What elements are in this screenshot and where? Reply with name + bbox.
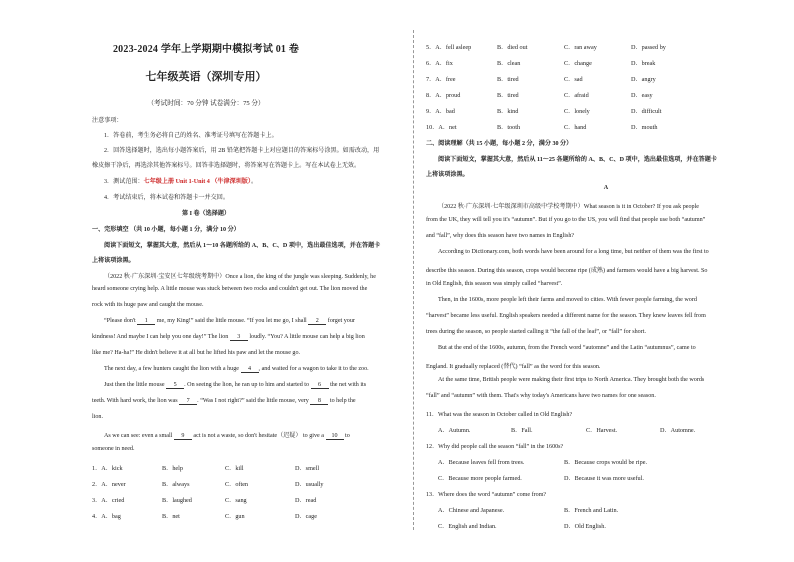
volume-heading: 第 I 卷（选择题）: [181, 211, 231, 217]
option-3b[interactable]: B．laughed: [162, 497, 192, 504]
blank-3[interactable]: 3: [230, 334, 248, 341]
option-5c[interactable]: C．ran away: [564, 44, 597, 51]
option-6a[interactable]: 6．A．fix: [426, 60, 453, 67]
q12-option-d[interactable]: D．Because it was more useful.: [564, 475, 644, 482]
q12-option-a[interactable]: A．Because leaves fell from trees.: [438, 459, 525, 466]
option-3d[interactable]: D．read: [295, 497, 317, 504]
cloze-line-10: lion.: [92, 414, 104, 420]
option-9b[interactable]: B．kind: [497, 108, 519, 115]
option-2a[interactable]: 2．A．never: [92, 481, 126, 488]
reading-line-1: （2022 秋·广东深圳·七年级深圳市高级中学校考期中）What season is it in October? If you ask people: [438, 204, 699, 210]
option-2c[interactable]: C．often: [225, 481, 249, 488]
option-10c[interactable]: C．hand: [564, 124, 587, 131]
blank-8[interactable]: 8: [310, 398, 328, 405]
blank-2[interactable]: 2: [308, 318, 326, 325]
section1-instruction-a: 阅读下面短文，掌握其大意，然后从 1～10 各题所给的 A、B、C、D 项中，选出最佳选项，并在答题卡: [104, 243, 381, 249]
reading-line-10: But at the end of the 1600s, autumn, from the French word “automne” and the Latin “autumnus”, came to: [438, 345, 696, 351]
note-3-prefix: 3．测试范围：: [104, 179, 144, 185]
blank-7[interactable]: 7: [179, 398, 197, 405]
option-4a[interactable]: 4．A．bag: [92, 513, 121, 520]
passage-label: A: [603, 185, 609, 191]
option-7c[interactable]: C．sad: [564, 76, 583, 83]
option-4c[interactable]: C．gun: [225, 513, 245, 520]
note-1: 1．答卷前，考生务必将自己的姓名、准考证号填写在答题卡上。: [104, 133, 278, 139]
cloze-line-4: [104, 318, 355, 325]
q11-option-a[interactable]: A．Autumn.: [438, 427, 471, 434]
exam-meta: （考试时间：70 分钟 试卷满分：75 分）: [147, 100, 265, 107]
reading-line-7: Then, in the 1600s, more people left their farms and moved to cities. With fewer people farming, the word: [438, 297, 697, 303]
reading-line-13: “fall” and “autumn” with them. That's why today's Americans have two names for one season.: [426, 393, 656, 399]
note-3-range: 七年级上册 Unit 1-Unit 4 （牛津深圳版）: [143, 179, 251, 185]
option-6d[interactable]: D．break: [631, 60, 656, 67]
text: Just then the little mouse: [104, 382, 167, 388]
note-3-suffix: 。: [250, 179, 258, 185]
option-3a[interactable]: 3．A．cried: [92, 497, 125, 504]
option-9c[interactable]: C．lonely: [564, 108, 590, 115]
reading-line-6: in Old English, this season was simply called “harvest”.: [426, 281, 563, 287]
note-4: 4．考试结束后，将本试卷和答题卡一并交回。: [104, 195, 229, 201]
text: teeth. With hard work, the lion was: [92, 398, 180, 404]
note-2b: 橡皮擦干净后，再选涂其他答案标号。回答非选择题时，将答案写在答题卡上。写在本试卷上无效。: [92, 163, 361, 169]
option-7d[interactable]: D．angry: [631, 76, 656, 83]
option-1d[interactable]: D．smell: [295, 465, 320, 472]
option-1a[interactable]: 1．A．kick: [92, 465, 123, 472]
text: kindness! And maybe I can help you one day!” The lion: [92, 334, 230, 340]
exam-title: 2023-2024 学年上学期期中模拟考试 01 卷: [112, 44, 300, 55]
cloze-line-12: someone in need.: [92, 446, 135, 452]
reading-line-4: According to Dictionary.com, both words have been around for a long time, but neither of them was the first to: [438, 249, 709, 255]
text: As we can see: even a small: [104, 433, 174, 439]
blank-9[interactable]: 9: [174, 433, 192, 440]
blank-5[interactable]: 5: [166, 382, 184, 389]
reading-line-9: trees during the season, so people started calling it “the fall of the leaf”, or “fall” for short.: [426, 329, 646, 335]
text: me, my King!” said the little mouse. “If you let me go, I shall: [155, 318, 309, 324]
q11-option-b[interactable]: B．Fall.: [511, 427, 533, 434]
option-10b[interactable]: B．tooth: [497, 124, 521, 131]
q13-option-b[interactable]: B．French and Latin.: [564, 507, 619, 514]
cloze-line-8: [104, 382, 366, 389]
option-2d[interactable]: D．usually: [295, 481, 324, 488]
cloze-line-11: [104, 430, 350, 440]
exam-subtitle: 七年级英语（深圳专用）: [145, 71, 267, 83]
cloze-line-2: heard someone crying help. A little mouse was stuck between two rocks and couldn't get out. The lion moved the: [92, 286, 368, 292]
option-9a[interactable]: 9．A．bad: [426, 108, 455, 115]
section1-instruction-b: 上将该项涂黑。: [92, 258, 135, 264]
cloze-line-5: [92, 334, 365, 341]
text: . On seeing the lion, he ran up to him and started to: [184, 382, 311, 388]
reading-line-8: “harvest” became less useful. English speakers needed a different name for the season. They knew leaves fell from: [426, 313, 706, 319]
blank-6[interactable]: 6: [311, 382, 329, 389]
option-3c[interactable]: C．sang: [225, 497, 247, 504]
option-10d[interactable]: D．mouth: [631, 124, 658, 131]
reading-line-3: and “fall”, why does this season have two names in English?: [426, 233, 575, 239]
option-10a[interactable]: 10．A．net: [426, 124, 457, 131]
option-7a[interactable]: 7．A．free: [426, 76, 456, 83]
question-12: 12．Why did people call the season “fall” in the 1600s?: [426, 444, 564, 450]
q11-option-d[interactable]: D．Automne.: [660, 427, 696, 434]
q11-option-c[interactable]: C．Harvest.: [586, 427, 618, 434]
section2-instruction-b: 上将该项涂黑。: [426, 172, 469, 178]
text: forget your: [326, 318, 355, 324]
text: loudly. “You? A little mouse can help a big lion: [247, 334, 365, 340]
option-8d[interactable]: D．easy: [631, 92, 653, 99]
option-1b[interactable]: B．help: [162, 465, 183, 472]
reading-line-5: describe this season. During this season, crops would become ripe (成熟) and farmers would have a big harvest. So: [426, 268, 708, 274]
section2-instruction-a: 阅读下面短文，掌握其大意，然后从 11～25 各题所给的 A、B、C、D 项中，选出最佳选项，并在答题卡: [438, 157, 717, 163]
q13-option-a[interactable]: A．Chinese and Japanese.: [438, 507, 505, 514]
q13-option-c[interactable]: C．English and Indian.: [438, 523, 497, 530]
reading-line-11: England. It gradually replaced (替代) “fall” as the word for this season.: [426, 364, 601, 370]
text: act is not a waste, so don't hesitate（迟疑） to give a: [191, 433, 326, 439]
blank-10[interactable]: 10: [326, 433, 344, 440]
section1-heading: 一、完形填空 （共 10 小题，每小题 1 分，满分 10 分）: [92, 227, 240, 233]
text: The next day, a few hunters caught the lion with a huge: [104, 366, 241, 372]
question-11: 11．What was the season in October called in Old English?: [426, 412, 573, 418]
text: to help the: [328, 398, 356, 404]
option-8c[interactable]: C．afraid: [564, 92, 589, 99]
q13-option-d[interactable]: D．Old English.: [564, 523, 606, 530]
cloze-line-3: rock with its huge paw and caught the mouse.: [92, 302, 204, 308]
note-2a: 2．回答选择题时，选出每小题答案后，用 2B 铅笔把答题卡上对应题目的答案标号涂黑。如需改动，用: [104, 148, 380, 154]
option-2b[interactable]: B．always: [162, 481, 190, 488]
cloze-line-1: （2022 秋·广东深圳·宝安区七年级统考期中）Once a lion, the king of the jungle was sleeping. Suddenly, he: [104, 274, 376, 280]
option-5d[interactable]: D．passed by: [631, 44, 666, 51]
option-6c[interactable]: C．change: [564, 60, 592, 67]
option-4d[interactable]: D．cage: [295, 513, 317, 520]
option-8a[interactable]: 8．A．proud: [426, 92, 461, 99]
text: the net with its: [328, 382, 367, 388]
option-5a[interactable]: 5．A．fell asleep: [426, 44, 472, 51]
note-3: [104, 176, 257, 185]
q12-option-b[interactable]: B．Because crops would be ripe.: [564, 459, 647, 466]
text: “Please don't: [104, 318, 138, 324]
option-4b[interactable]: B．net: [162, 513, 180, 520]
cloze-line-7: [104, 366, 369, 373]
option-5b[interactable]: B．died out: [497, 44, 528, 51]
q12-option-c[interactable]: C．Because more people farmed.: [438, 475, 522, 482]
option-8b[interactable]: B．tired: [497, 92, 519, 99]
text: to: [343, 433, 350, 439]
text: . “Was I not right?” said the little mouse, very: [197, 398, 311, 404]
reading-line-2: from the UK, they will tell you it's “autumn”. But if you go to the US, you will find that people use both “autumn”: [426, 217, 706, 223]
section2-heading: 二、阅读理解（共 15 小题，每小题 2 分，满分 30 分）: [426, 141, 573, 147]
option-9d[interactable]: D．difficult: [631, 108, 662, 115]
blank-4[interactable]: 4: [241, 366, 259, 373]
column-divider: [413, 30, 414, 530]
question-13: 13．Where does the word “autumn” come from?: [426, 492, 547, 498]
reading-line-12: At the same time, British people were making their first trips to North America. They brought both the words: [438, 377, 705, 383]
option-6b[interactable]: B．clean: [497, 60, 521, 67]
notes-heading: 注意事项：: [92, 118, 123, 124]
blank-1[interactable]: 1: [137, 318, 155, 325]
text: , and waited for a wagon to take it to the zoo.: [258, 366, 369, 372]
option-1c[interactable]: C．kill: [225, 465, 244, 472]
cloze-line-6: like me? Ha-ha!” He didn't believe it at all but he lifted his paw and let the mouse go.: [92, 350, 301, 356]
cloze-line-9: [92, 398, 356, 405]
option-7b[interactable]: B．tired: [497, 76, 519, 83]
